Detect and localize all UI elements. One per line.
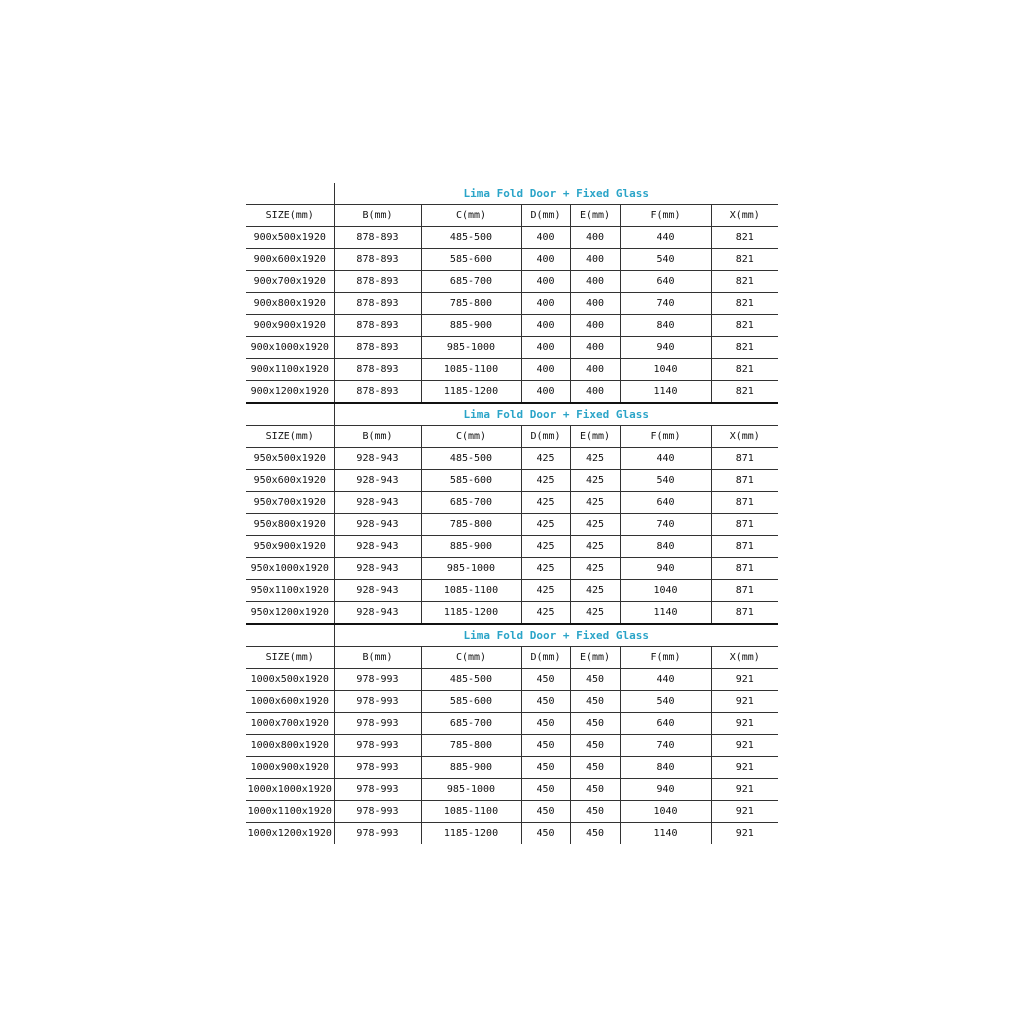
value-cell: 640: [620, 271, 711, 293]
value-cell: 1085-1100: [421, 801, 521, 823]
value-cell: 425: [570, 470, 620, 492]
value-cell: 978-993: [334, 735, 421, 757]
value-cell: 871: [711, 558, 778, 580]
table-row: [246, 801, 778, 823]
value-cell: 440: [620, 669, 711, 691]
size-table: [246, 183, 778, 404]
value-cell: 978-993: [334, 713, 421, 735]
value-cell: 785-800: [421, 293, 521, 315]
size-cell: 950x1200x1920: [246, 602, 334, 625]
value-cell: 450: [521, 713, 570, 735]
value-cell: 1085-1100: [421, 359, 521, 381]
size-cell: 900x600x1920: [246, 249, 334, 271]
value-cell: 400: [521, 359, 570, 381]
value-cell: 840: [620, 315, 711, 337]
value-cell: 821: [711, 359, 778, 381]
value-cell: 450: [521, 735, 570, 757]
table-row: [246, 227, 778, 249]
value-cell: 921: [711, 779, 778, 801]
table-row: [246, 580, 778, 602]
table-row: [246, 249, 778, 271]
size-cell: 950x800x1920: [246, 514, 334, 536]
column-header: F(mm): [620, 426, 711, 448]
value-cell: 425: [570, 580, 620, 602]
value-cell: 978-993: [334, 691, 421, 713]
value-cell: 485-500: [421, 448, 521, 470]
value-cell: 440: [620, 448, 711, 470]
size-cell: 1000x700x1920: [246, 713, 334, 735]
value-cell: 1140: [620, 823, 711, 845]
table-row: [246, 448, 778, 470]
size-cell: 950x1100x1920: [246, 580, 334, 602]
value-cell: 450: [570, 669, 620, 691]
title-spacer: [246, 183, 334, 205]
value-cell: 1140: [620, 381, 711, 404]
size-cell: 950x700x1920: [246, 492, 334, 514]
size-cell: 900x800x1920: [246, 293, 334, 315]
value-cell: 821: [711, 337, 778, 359]
column-header: SIZE(mm): [246, 647, 334, 669]
size-table: [246, 625, 778, 844]
value-cell: 821: [711, 381, 778, 404]
column-header: E(mm): [570, 647, 620, 669]
value-cell: 450: [570, 823, 620, 845]
value-cell: 540: [620, 470, 711, 492]
size-cell: 1000x800x1920: [246, 735, 334, 757]
size-cell: 1000x1200x1920: [247, 828, 332, 839]
value-cell: 685-700: [421, 713, 521, 735]
size-cell: 900x1100x1920: [246, 359, 334, 381]
value-cell: 450: [521, 757, 570, 779]
size-cell: 950x1000x1920: [246, 558, 334, 580]
value-cell: 540: [620, 691, 711, 713]
value-cell: 921: [711, 713, 778, 735]
value-cell: 640: [620, 492, 711, 514]
value-cell: 928-943: [334, 448, 421, 470]
column-header: C(mm): [421, 205, 521, 227]
value-cell: 485-500: [421, 227, 521, 249]
value-cell: 400: [521, 249, 570, 271]
section-title-row: [246, 625, 778, 647]
value-cell: 400: [521, 315, 570, 337]
value-cell: 871: [711, 470, 778, 492]
value-cell: 450: [521, 801, 570, 823]
column-header: SIZE(mm): [246, 205, 334, 227]
value-cell: 940: [620, 558, 711, 580]
table-row: [246, 735, 778, 757]
value-cell: 940: [620, 779, 711, 801]
value-cell: 1185-1200: [421, 602, 521, 625]
header-row: [246, 426, 778, 448]
table-row: [246, 337, 778, 359]
column-header: X(mm): [711, 205, 778, 227]
value-cell: 878-893: [334, 271, 421, 293]
value-cell: 921: [711, 757, 778, 779]
value-cell: 885-900: [421, 536, 521, 558]
value-cell: 840: [620, 757, 711, 779]
value-cell: 928-943: [334, 514, 421, 536]
value-cell: 821: [711, 271, 778, 293]
value-cell: 425: [521, 492, 570, 514]
table-row: [246, 757, 778, 779]
value-cell: 785-800: [421, 514, 521, 536]
value-cell: 921: [711, 801, 778, 823]
value-cell: 585-600: [421, 470, 521, 492]
value-cell: 740: [620, 293, 711, 315]
value-cell: 740: [620, 514, 711, 536]
value-cell: 928-943: [334, 580, 421, 602]
value-cell: 1185-1200: [421, 823, 521, 845]
value-cell: 871: [711, 602, 778, 625]
value-cell: 1085-1100: [421, 580, 521, 602]
value-cell: 425: [570, 492, 620, 514]
column-header: SIZE(mm): [246, 426, 334, 448]
table-row: [246, 602, 778, 625]
value-cell: 450: [521, 823, 570, 845]
value-cell: 450: [570, 757, 620, 779]
value-cell: 400: [521, 337, 570, 359]
value-cell: 871: [711, 448, 778, 470]
size-table: [246, 404, 778, 625]
value-cell: 878-893: [334, 293, 421, 315]
value-cell: 1040: [620, 359, 711, 381]
value-cell: 978-993: [334, 801, 421, 823]
value-cell: 450: [570, 779, 620, 801]
value-cell: 928-943: [334, 470, 421, 492]
value-cell: 878-893: [334, 337, 421, 359]
table-row: [246, 823, 778, 845]
value-cell: 640: [620, 713, 711, 735]
table-row: [246, 470, 778, 492]
value-cell: 425: [521, 514, 570, 536]
value-cell: 821: [711, 315, 778, 337]
header-row: [246, 647, 778, 669]
value-cell: 450: [570, 691, 620, 713]
value-cell: 921: [711, 669, 778, 691]
value-cell: 740: [620, 735, 711, 757]
value-cell: 1185-1200: [421, 381, 521, 404]
value-cell: 425: [570, 536, 620, 558]
value-cell: 985-1000: [421, 337, 521, 359]
size-cell: 950x500x1920: [246, 448, 334, 470]
value-cell: 400: [570, 293, 620, 315]
value-cell: 425: [521, 470, 570, 492]
table-row: [246, 359, 778, 381]
value-cell: 821: [711, 293, 778, 315]
table-row: [246, 558, 778, 580]
value-cell: 1040: [620, 801, 711, 823]
value-cell: 400: [570, 249, 620, 271]
column-header: E(mm): [570, 205, 620, 227]
value-cell: 440: [620, 227, 711, 249]
column-header: C(mm): [421, 647, 521, 669]
section-title-row: [246, 404, 778, 426]
column-header: B(mm): [334, 426, 421, 448]
value-cell: 540: [620, 249, 711, 271]
value-cell: 978-993: [334, 823, 421, 845]
column-header: B(mm): [334, 205, 421, 227]
section-title: Lima Fold Door + Fixed Glass: [334, 625, 778, 647]
value-cell: 878-893: [334, 249, 421, 271]
column-header: D(mm): [521, 205, 570, 227]
value-cell: 400: [570, 315, 620, 337]
value-cell: 585-600: [421, 691, 521, 713]
value-cell: 425: [570, 514, 620, 536]
value-cell: 400: [521, 271, 570, 293]
value-cell: 425: [570, 602, 620, 625]
value-cell: 921: [711, 735, 778, 757]
section-title-row: [246, 183, 778, 205]
value-cell: 400: [570, 359, 620, 381]
column-header: X(mm): [711, 647, 778, 669]
value-cell: 425: [521, 558, 570, 580]
section-title: Lima Fold Door + Fixed Glass: [334, 404, 778, 426]
spec-sheet: [246, 183, 778, 844]
table-row: [246, 514, 778, 536]
value-cell: 878-893: [334, 381, 421, 404]
value-cell: 425: [521, 536, 570, 558]
value-cell: 885-900: [421, 315, 521, 337]
value-cell: 840: [620, 536, 711, 558]
size-cell: 900x900x1920: [246, 315, 334, 337]
value-cell: 978-993: [334, 757, 421, 779]
value-cell: 928-943: [334, 492, 421, 514]
value-cell: 940: [620, 337, 711, 359]
value-cell: 425: [570, 558, 620, 580]
value-cell: 425: [521, 602, 570, 625]
value-cell: 821: [711, 249, 778, 271]
value-cell: 928-943: [334, 536, 421, 558]
column-header: D(mm): [521, 426, 570, 448]
value-cell: 928-943: [334, 602, 421, 625]
table-row: [246, 293, 778, 315]
value-cell: 400: [570, 337, 620, 359]
size-cell: 1000x1100x1920: [246, 801, 334, 823]
value-cell: 400: [521, 227, 570, 249]
table-row: [246, 492, 778, 514]
size-cell: 900x500x1920: [246, 227, 334, 249]
value-cell: 450: [521, 669, 570, 691]
size-cell: 900x1000x1920: [246, 337, 334, 359]
value-cell: 685-700: [421, 271, 521, 293]
value-cell: 585-600: [421, 249, 521, 271]
table-row: [246, 779, 778, 801]
value-cell: 785-800: [421, 735, 521, 757]
table-row: [246, 271, 778, 293]
size-cell: 900x700x1920: [246, 271, 334, 293]
table-row: [246, 691, 778, 713]
size-cell: 950x900x1920: [246, 536, 334, 558]
value-cell: 1040: [620, 580, 711, 602]
value-cell: 978-993: [334, 669, 421, 691]
value-cell: 450: [521, 691, 570, 713]
value-cell: 685-700: [421, 492, 521, 514]
value-cell: 400: [521, 381, 570, 404]
size-cell: 1000x900x1920: [246, 757, 334, 779]
section-title: Lima Fold Door + Fixed Glass: [334, 183, 778, 205]
column-header: D(mm): [521, 647, 570, 669]
value-cell: 425: [521, 580, 570, 602]
title-spacer: [246, 404, 334, 426]
table-row: [246, 381, 778, 404]
value-cell: 921: [711, 823, 778, 845]
value-cell: 485-500: [421, 669, 521, 691]
value-cell: 871: [711, 580, 778, 602]
size-cell: 1000x500x1920: [246, 669, 334, 691]
value-cell: 878-893: [334, 315, 421, 337]
value-cell: 400: [570, 271, 620, 293]
column-header: F(mm): [620, 205, 711, 227]
size-cell: 900x1200x1920: [246, 381, 334, 404]
value-cell: 878-893: [334, 227, 421, 249]
value-cell: 425: [521, 448, 570, 470]
size-cell: 1000x600x1920: [246, 691, 334, 713]
column-header: X(mm): [711, 426, 778, 448]
value-cell: 450: [521, 779, 570, 801]
value-cell: 425: [570, 448, 620, 470]
value-cell: 985-1000: [421, 779, 521, 801]
value-cell: 921: [711, 691, 778, 713]
value-cell: 450: [570, 713, 620, 735]
value-cell: 885-900: [421, 757, 521, 779]
column-header: E(mm): [570, 426, 620, 448]
value-cell: 821: [711, 227, 778, 249]
value-cell: 928-943: [334, 558, 421, 580]
column-header: F(mm): [620, 647, 711, 669]
table-row: [246, 536, 778, 558]
value-cell: 450: [570, 801, 620, 823]
table-row: [246, 669, 778, 691]
table-row: [246, 713, 778, 735]
header-row: [246, 205, 778, 227]
value-cell: 985-1000: [421, 558, 521, 580]
value-cell: 450: [570, 735, 620, 757]
value-cell: 871: [711, 536, 778, 558]
size-cell: 950x600x1920: [246, 470, 334, 492]
value-cell: 1140: [620, 602, 711, 625]
table-row: [246, 315, 778, 337]
value-cell: 871: [711, 514, 778, 536]
size-cell: 1000x1000x1920: [246, 779, 334, 801]
value-cell: 871: [711, 492, 778, 514]
value-cell: 400: [570, 227, 620, 249]
value-cell: 400: [570, 381, 620, 404]
value-cell: 978-993: [334, 779, 421, 801]
column-header: C(mm): [421, 426, 521, 448]
column-header: B(mm): [334, 647, 421, 669]
value-cell: 878-893: [334, 359, 421, 381]
title-spacer: [246, 625, 334, 647]
value-cell: 400: [521, 293, 570, 315]
